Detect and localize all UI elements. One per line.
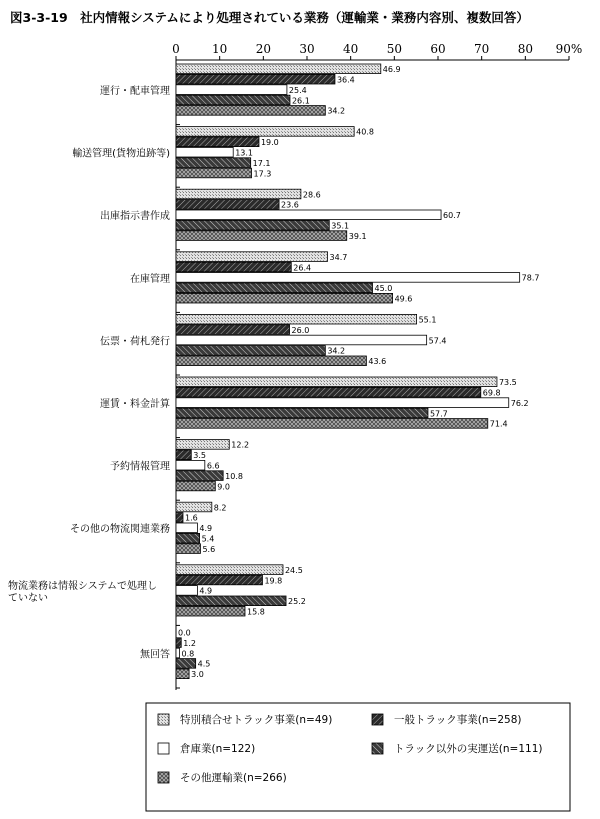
- value-label: 49.6: [394, 294, 413, 304]
- value-label: 40.8: [356, 127, 374, 137]
- value-label: 17.3: [253, 169, 272, 179]
- chart-title: 図3-3-19 社内情報システムにより処理されている業務（運輸業・業務内容別、複数回答）: [10, 10, 529, 25]
- bar-5-5: [176, 356, 366, 366]
- value-label: 4.9: [199, 524, 213, 534]
- bar-2-5: [176, 325, 290, 335]
- bar-1-1: [176, 64, 381, 74]
- value-label: 1.2: [183, 638, 196, 648]
- bar-2-10: [176, 638, 181, 648]
- bar-4-5: [176, 346, 325, 356]
- bar-3-7: [176, 460, 205, 470]
- bar-5-10: [176, 669, 189, 679]
- bar-3-4: [176, 273, 520, 283]
- value-label: 0.0: [178, 628, 191, 638]
- value-label: 35.1: [331, 221, 350, 231]
- legend-swatch-2: [372, 714, 383, 725]
- bar-3-8: [176, 523, 197, 533]
- value-label: 57.4: [428, 336, 447, 346]
- value-label: 34.2: [327, 106, 346, 116]
- value-label: 15.8: [246, 607, 265, 617]
- bar-1-4: [176, 252, 328, 262]
- x-tick-label: 20: [255, 42, 271, 56]
- value-label: 3.0: [191, 670, 204, 680]
- bar-4-7: [176, 471, 223, 481]
- bar-3-10: [176, 648, 179, 658]
- bar-2-3: [176, 200, 279, 210]
- bar-3-5: [176, 335, 427, 345]
- value-label: 17.1: [252, 158, 271, 168]
- bar-4-8: [176, 533, 200, 543]
- bars: [176, 64, 539, 679]
- bar-3-9: [176, 586, 197, 596]
- value-label: 78.7: [521, 273, 540, 283]
- bar-5-6: [176, 419, 488, 429]
- legend-swatch-1: [158, 714, 169, 725]
- bar-2-7: [176, 450, 191, 460]
- value-label: 8.2: [213, 503, 227, 513]
- value-label: 4.5: [197, 659, 211, 669]
- legend-label-4: トラック以外の実運送(n=111): [394, 743, 543, 755]
- bar-1-2: [176, 127, 354, 137]
- bar-3-3: [176, 210, 441, 220]
- value-label: 12.2: [231, 440, 250, 450]
- legend-swatch-4: [372, 743, 383, 754]
- category-label: 在庫管理: [130, 273, 170, 285]
- value-label: 5.6: [202, 544, 216, 554]
- bar-4-3: [176, 220, 329, 230]
- bar-4-6: [176, 408, 428, 418]
- value-label: 39.1: [348, 231, 367, 241]
- value-label: 76.2: [510, 398, 529, 408]
- category-label: 運行・配車管理: [100, 86, 170, 97]
- legend-label-3: 倉庫業(n=122): [180, 743, 256, 755]
- value-label: 46.9: [382, 65, 401, 75]
- bar-4-1: [176, 95, 290, 105]
- bar-1-9: [176, 565, 283, 575]
- bar-4-10: [176, 659, 196, 669]
- x-tick-label: 40: [343, 42, 359, 56]
- legend-swatch-3: [158, 743, 169, 754]
- category-label: 出庫指示書作成: [100, 211, 170, 223]
- bar-1-6: [176, 377, 497, 387]
- value-label: 34.7: [329, 252, 348, 262]
- value-label: 19.8: [264, 576, 283, 586]
- value-label: 26.0: [291, 325, 310, 335]
- bar-4-4: [176, 283, 373, 293]
- value-label: 26.1: [291, 96, 310, 106]
- category-label: その他の物流関連業務: [70, 524, 170, 536]
- value-label: 1.6: [184, 513, 198, 523]
- value-label: 45.0: [374, 284, 393, 294]
- value-label: 26.4: [293, 263, 312, 273]
- value-label: 0.8: [181, 649, 195, 659]
- x-tick-label: 70: [474, 42, 490, 56]
- value-label: 24.5: [284, 565, 303, 575]
- category-label: 無回答: [140, 649, 170, 661]
- bar-2-9: [176, 575, 262, 585]
- value-label: 43.6: [368, 357, 387, 367]
- x-tick-label: 0: [172, 42, 180, 56]
- value-label: 36.4: [336, 75, 355, 85]
- value-label: 19.0: [260, 138, 279, 148]
- bar-3-2: [176, 147, 233, 157]
- x-tick-label: 90%: [555, 42, 583, 56]
- bar-4-2: [176, 158, 251, 168]
- value-label: 28.6: [302, 190, 321, 200]
- category-label: 伝票・荷札発行: [100, 336, 170, 348]
- bar-2-2: [176, 137, 259, 147]
- bar-5-8: [176, 544, 200, 554]
- bar-5-9: [176, 606, 245, 616]
- bar-5-3: [176, 231, 347, 241]
- bar-2-8: [176, 513, 183, 523]
- category-label: ていない: [8, 592, 48, 604]
- bar-5-2: [176, 168, 252, 178]
- value-label: 25.4: [288, 85, 307, 95]
- legend-label-1: 特別積合せトラック事業(n=49): [180, 714, 333, 726]
- category-label: 輸送管理(貨物追跡等): [72, 148, 170, 160]
- value-label: 13.1: [235, 148, 254, 158]
- value-label: 23.6: [281, 200, 299, 210]
- category-labels: [8, 84, 170, 660]
- value-label: 9.0: [217, 482, 231, 492]
- bar-5-1: [176, 106, 325, 116]
- bar-1-7: [176, 440, 229, 450]
- legend-label-5: その他運輸業(n=266): [180, 772, 287, 784]
- bar-3-1: [176, 85, 287, 95]
- value-label: 71.4: [489, 419, 508, 429]
- x-tick-label: 10: [212, 42, 228, 56]
- bar-5-7: [176, 481, 215, 491]
- bar-4-9: [176, 596, 286, 606]
- legend: [146, 703, 570, 811]
- value-label: 10.8: [225, 471, 243, 481]
- bar-1-5: [176, 314, 417, 324]
- value-label: 73.5: [498, 378, 517, 388]
- category-label: 物流業務は情報システムで処理し: [8, 580, 157, 592]
- value-label: 5.4: [201, 534, 215, 544]
- bar-1-3: [176, 189, 301, 199]
- legend-swatch-5: [158, 772, 169, 783]
- value-label: 34.2: [327, 346, 346, 356]
- x-tick-label: 50: [386, 42, 402, 56]
- category-label: 運賃・料金計算: [100, 399, 170, 410]
- x-tick-label: 80: [517, 42, 533, 56]
- value-label: 60.7: [443, 211, 461, 221]
- bar-5-4: [176, 293, 393, 303]
- bar-1-8: [176, 502, 212, 512]
- x-tick-label: 30: [299, 42, 315, 56]
- bar-2-4: [176, 262, 291, 272]
- legend-label-2: 一般トラック事業(n=258): [394, 714, 522, 726]
- x-tick-label: 60: [430, 42, 446, 56]
- value-label: 69.8: [482, 388, 501, 398]
- category-label: 予約情報管理: [110, 461, 170, 473]
- bar-2-6: [176, 387, 481, 397]
- value-label: 4.9: [199, 586, 213, 596]
- value-label: 6.6: [206, 461, 220, 471]
- value-label: 25.2: [288, 597, 306, 607]
- bar-3-6: [176, 398, 509, 408]
- value-label: 57.7: [429, 409, 448, 419]
- value-label: 3.5: [193, 451, 207, 461]
- value-label: 55.1: [418, 315, 437, 325]
- bar-2-1: [176, 74, 335, 84]
